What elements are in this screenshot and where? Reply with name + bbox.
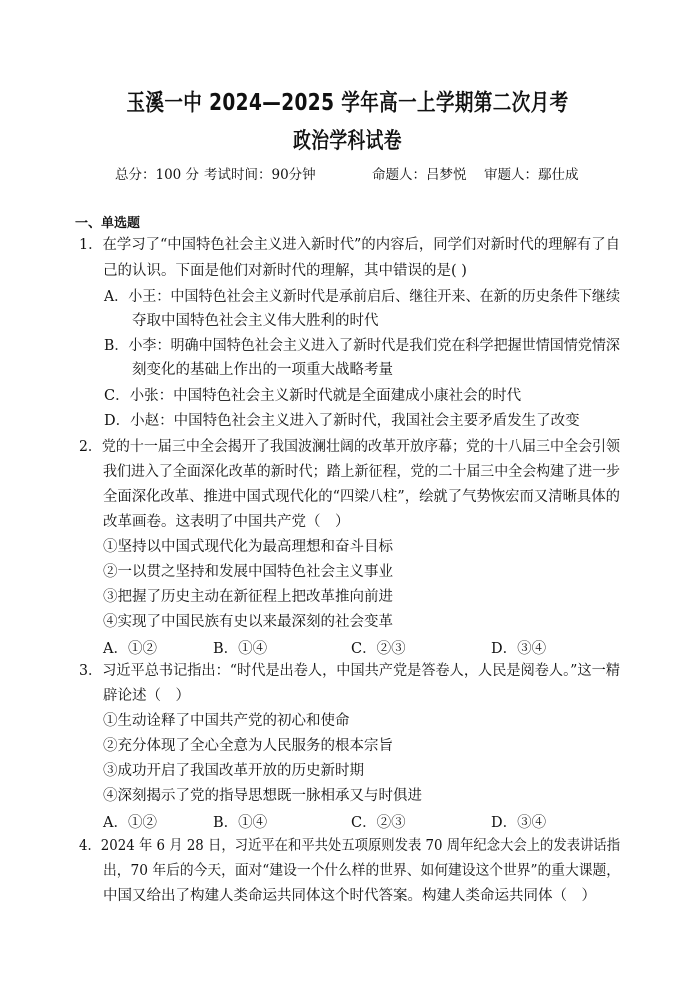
q4-stem-line2: 出，70 年后的今天，面对“建设一个什么样的世界、如何建设这个世界”的重大课题， [103, 863, 620, 879]
q2-option-c: C．②③ [351, 641, 406, 657]
q2-option-b: B．①④ [213, 641, 268, 657]
q3-option-a: A．①② [103, 815, 157, 831]
q3-stem-line1: 3．习近平总书记指出：“时代是出卷人，中国共产党是答卷人，人民是阅卷人。”这一精 [79, 663, 620, 679]
q3-statement-4: ④深刻揭示了党的指导思想既一脉相承又与时俱进 [103, 788, 422, 804]
q2-stem-line1: 2．党的十一届三中全会揭开了我国波澜壮阔的改革开放序幕；党的十八届三中全会引领 [79, 439, 621, 455]
q1-option-c: C．小张：中国特色社会主义新时代就是全面建成小康社会的时代 [104, 388, 522, 404]
q2-stem-line3: 全面深化改革、推进中国式现代化的“四梁八柱”，绘就了气势恢宏而又清晰具体的 [103, 489, 621, 505]
q2-options [0, 637, 695, 657]
q3-option-b: B．①④ [213, 815, 268, 831]
question-author: 命题人：吕梦悦 [372, 167, 467, 183]
q2-stem-line4: 改革画卷。这表明了中国共产党（ ） [103, 514, 350, 530]
q4-stem-line1: 4．2024 年 6 月 28 日，习近平在和平共处五项原则发表 70 周年纪念大会上的发表讲话指 [79, 838, 621, 854]
total-score: 总分：100 分 [115, 167, 200, 183]
exam-time: 考试时间：90分钟 [204, 167, 316, 183]
q3-stem-line2: 辟论述（ ） [103, 688, 190, 704]
q1-option-b-line2: 刻变化的基础上作出的一项重大战略考量 [132, 362, 393, 378]
q2-statement-4: ④实现了中国民族有史以来最深刻的社会变革 [103, 614, 393, 630]
q1-option-a-line2: 夺取中国特色社会主义伟大胜利的时代 [132, 313, 379, 329]
q3-statement-2: ②充分体现了全心全意为人民服务的根本宗旨 [103, 738, 393, 754]
q2-stem-line2: 我们进入了全面深化改革的新时代；踏上新征程，党的二十届三中全会构建了进一步 [103, 464, 621, 480]
q3-option-d: D．③④ [491, 815, 547, 831]
q4-stem-line3: 中国又给出了构建人类命运共同体这个时代答案。构建人类命运共同体（ ） [103, 888, 596, 904]
q1-option-b-line1: B．小李：明确中国特色社会主义进入了新时代是我们党在科学把握世情国情党情深 [104, 338, 620, 354]
q1-stem-line1: 1．在学习了“中国特色社会主义进入新时代”的内容后，同学们对新时代的理解有了自 [79, 237, 620, 253]
q1-stem-line2: 己的认识。下面是他们对新时代的理解，其中错误的是( ) [103, 263, 467, 279]
q3-option-c: C．②③ [351, 815, 406, 831]
exam-subtitle: 政治学科试卷 [293, 129, 402, 154]
q3-statement-3: ③成功开启了我国改革开放的历史新时期 [103, 763, 364, 779]
question-reviewer: 审题人：鄢仕成 [484, 167, 579, 183]
section-heading: 一、单选题 [75, 216, 141, 231]
q2-option-a: A．①② [103, 641, 157, 657]
q2-statement-3: ③把握了历史主动在新征程上把改革推向前进 [103, 589, 393, 605]
q2-statement-1: ①坚持以中国式现代化为最高理想和奋斗目标 [103, 539, 393, 555]
q2-statement-2: ②一以贯之坚持和发展中国特色社会主义事业 [103, 564, 393, 580]
q3-statement-1: ①生动诠释了中国共产党的初心和使命 [103, 713, 350, 729]
q1-option-a-line1: A．小王：中国特色社会主义新时代是承前启后、继往开来、在新的历史条件下继续 [104, 289, 621, 305]
q2-option-d: D．③④ [491, 641, 547, 657]
q3-options [0, 811, 695, 831]
exam-title: 玉溪一中 2024—2025 学年高一上学期第二次月考 [126, 90, 569, 116]
q1-option-d: D．小赵：中国特色社会主义进入了新时代，我国社会主要矛盾发生了改变 [104, 413, 580, 429]
